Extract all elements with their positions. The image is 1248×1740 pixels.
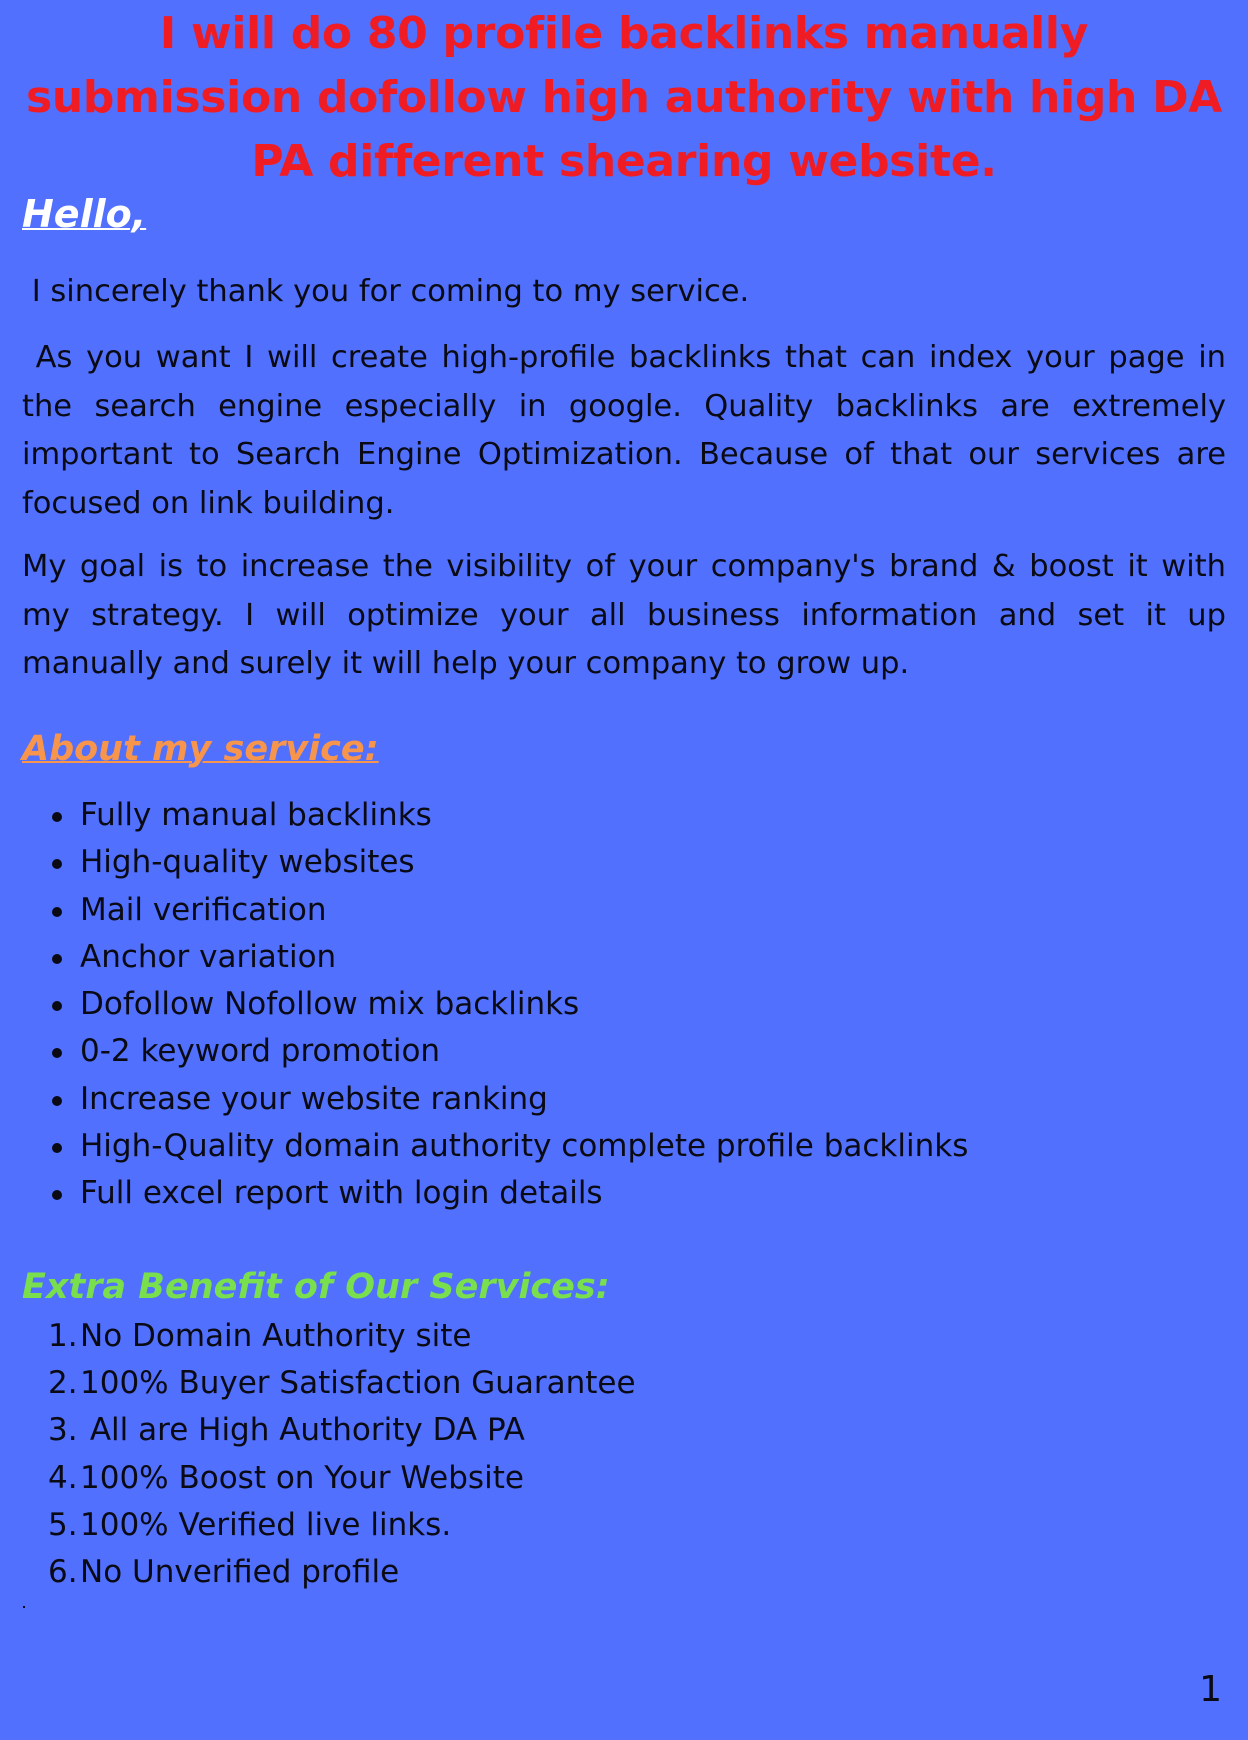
list-item-label: Mail verification [80, 891, 327, 928]
list-item-label: Full excel report with login details [80, 1175, 603, 1212]
list-item-label: No Unverified profile [80, 1553, 400, 1590]
list-item-number: 5. [48, 1506, 78, 1543]
list-item [22, 1076, 968, 1123]
list-item-label: 100% Buyer Satisfaction Guarantee [80, 1365, 636, 1402]
list-item [22, 1123, 968, 1170]
list-item-label: Dofollow Nofollow mix backlinks [80, 986, 580, 1023]
bullet-icon [52, 1001, 62, 1011]
page-title: I will do 80 profile backlinks manually submission dofollow high authority with high DA PA different shearing website. [25, 8, 1223, 187]
list-item-label: Increase your website ranking [80, 1080, 548, 1117]
list-item-number: 6. [48, 1553, 78, 1590]
list-item-number: 2. [48, 1365, 78, 1402]
list-item [22, 839, 968, 886]
bullet-icon [52, 954, 62, 964]
list-item-number: 1. [48, 1318, 78, 1354]
about-service-heading: About my service: [22, 729, 379, 769]
list-item [22, 1170, 968, 1217]
list-item [22, 1407, 636, 1454]
stray-dot [23, 1606, 25, 1608]
list-item-label: Fully manual backlinks [80, 797, 432, 833]
benefits-list [22, 1313, 636, 1596]
bullet-icon [52, 812, 62, 822]
list-item-label: 100% Verified live links. [80, 1506, 452, 1543]
bullet-icon [52, 1190, 62, 1200]
list-item [22, 1455, 636, 1502]
list-item [22, 934, 968, 981]
list-item-label: No Domain Authority site [80, 1318, 472, 1354]
list-item-label: Anchor variation [80, 938, 337, 975]
bullet-icon [52, 1048, 62, 1058]
paragraph-backlinks: As you want I will create high-profile backlinks that can index your page in the search engine especially in google. Quality backlinks are extremely important to Search Engine Optimization. Because of that our services are focused on link building. [22, 340, 1236, 521]
list-item-label: 0-2 keyword promotion [80, 1033, 441, 1070]
list-item-number: 3. [48, 1412, 78, 1449]
list-item [22, 1313, 636, 1360]
bullet-icon [52, 859, 62, 869]
greeting: Hello, [22, 192, 147, 236]
list-item [22, 1360, 636, 1407]
list-item-number: 4. [48, 1459, 78, 1496]
services-list [22, 792, 968, 1218]
list-item-label: 100% Boost on Your Website [80, 1459, 524, 1496]
list-item [22, 887, 968, 934]
list-item [22, 1502, 636, 1549]
list-item [22, 1549, 636, 1596]
bullet-icon [52, 907, 62, 917]
list-item-label: All are High Authority DA PA [80, 1412, 525, 1449]
bullet-icon [52, 1096, 62, 1106]
list-item-label: High-quality websites [80, 844, 415, 881]
list-item [22, 792, 968, 839]
paragraph-thanks: I sincerely thank you for coming to my service. [22, 274, 750, 309]
page-number: 1 [1199, 1669, 1222, 1710]
paragraph-goal: My goal is to increase the visibility of your company's brand & boost it with my strategy. I will optimize your all business information and set it up manually and surely it will help your company to grow up. [22, 549, 1226, 681]
list-item [22, 981, 968, 1028]
list-item-label: High-Quality domain authority complete profile backlinks [80, 1128, 969, 1165]
extra-benefit-heading: Extra Benefit of Our Services: [22, 1267, 610, 1307]
bullet-icon [52, 1143, 62, 1153]
list-item [22, 1028, 968, 1075]
